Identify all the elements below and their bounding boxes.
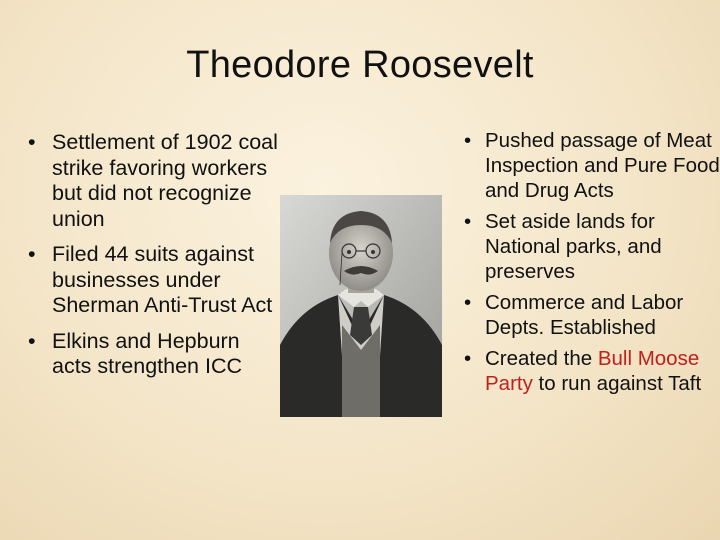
bullet-dot: • [464,210,472,233]
bullet-text: Commerce and Labor Depts. Established [485,291,684,339]
left-bullet-item [22,130,284,232]
bullet-text: Pushed passage of Meat Inspection and Pure Food and Drug Acts [485,129,720,202]
left-bullet-list [22,130,284,390]
roosevelt-portrait [280,195,442,417]
bullet-dot: • [28,328,36,353]
bullet-dot: • [28,242,36,266]
right-bullet-list [458,128,720,402]
bullet-text: Settlement of 1902 coal strike favoring workers but did not recognize union [52,130,278,231]
bullet-text: Elkins and Hepburn acts strengthen ICC [52,328,243,378]
slide-title: Theodore Roosevelt [186,44,534,86]
bullet-text-suffix: to run against Taft [532,372,702,395]
bullet-dot: • [464,291,472,314]
bullet-text-prefix: Created the [485,347,598,370]
bullet-dot: • [464,129,472,152]
bullet-text: Filed 44 suits against businesses under Sherman Anti-Trust Act [52,242,273,317]
right-bullet-item [458,209,720,284]
right-bullet-item [458,128,720,203]
bullet-dot: • [464,347,472,370]
portrait-photo-icon [280,195,442,417]
left-bullet-item [22,329,284,380]
right-bullet-item [458,290,720,340]
bullet-text: Set aside lands for National parks, and preserves [485,210,662,283]
left-bullet-item [22,242,284,319]
right-bullet-item [458,346,720,396]
bull-moose-party-highlight: Bull Moose Party [485,347,700,395]
bullet-dot: • [28,130,36,154]
